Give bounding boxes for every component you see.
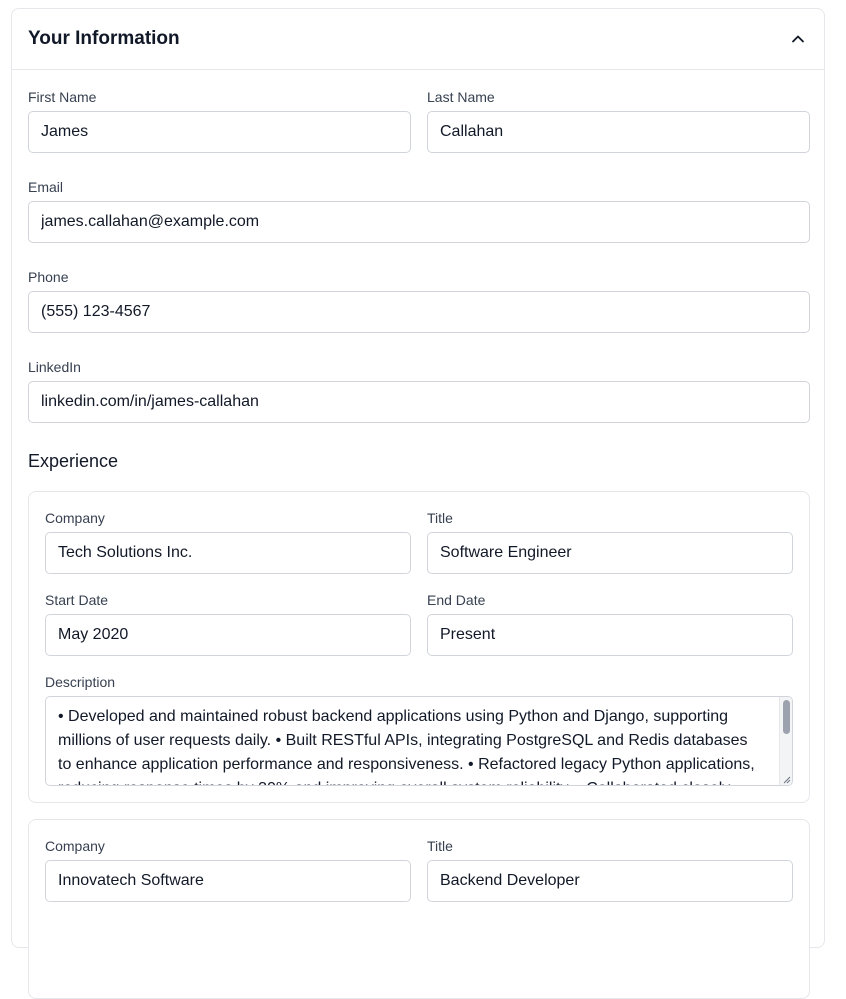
company-input[interactable]	[45, 860, 411, 902]
description-label: Description	[45, 674, 116, 690]
description-wrapper	[45, 696, 793, 786]
experience-heading: Experience	[28, 451, 119, 471]
title-input[interactable]	[427, 532, 793, 574]
chevron-up-icon[interactable]	[788, 29, 808, 49]
your-information-section	[11, 8, 825, 948]
last-name-input[interactable]	[427, 111, 810, 153]
start-date-label: Start Date	[45, 592, 109, 608]
description-scrollbar[interactable]	[779, 697, 792, 785]
scrollbar-thumb[interactable]	[783, 700, 790, 734]
email-label: Email	[28, 179, 64, 195]
phone-label: Phone	[28, 269, 69, 285]
first-name-label: First Name	[28, 89, 97, 105]
linkedin-input[interactable]	[28, 381, 810, 423]
linkedin-label: LinkedIn	[28, 359, 81, 375]
title-label: Title	[427, 838, 453, 854]
company-input[interactable]	[45, 532, 411, 574]
description-textarea[interactable]	[45, 696, 793, 786]
phone-input[interactable]	[28, 291, 810, 333]
experience-entry	[28, 491, 810, 803]
title-input[interactable]	[427, 860, 793, 902]
last-name-label: Last Name	[427, 89, 495, 105]
first-name-input[interactable]	[28, 111, 411, 153]
section-header[interactable]	[12, 9, 824, 70]
end-date-input[interactable]	[427, 614, 793, 656]
start-date-input[interactable]	[45, 614, 411, 656]
resize-grip-icon[interactable]	[781, 774, 791, 784]
end-date-label: End Date	[427, 592, 486, 608]
title-label: Title	[427, 510, 453, 526]
section-title: Your Information	[28, 28, 180, 49]
company-label: Company	[45, 838, 105, 854]
experience-entry	[28, 819, 810, 999]
email-input[interactable]	[28, 201, 810, 243]
company-label: Company	[45, 510, 105, 526]
